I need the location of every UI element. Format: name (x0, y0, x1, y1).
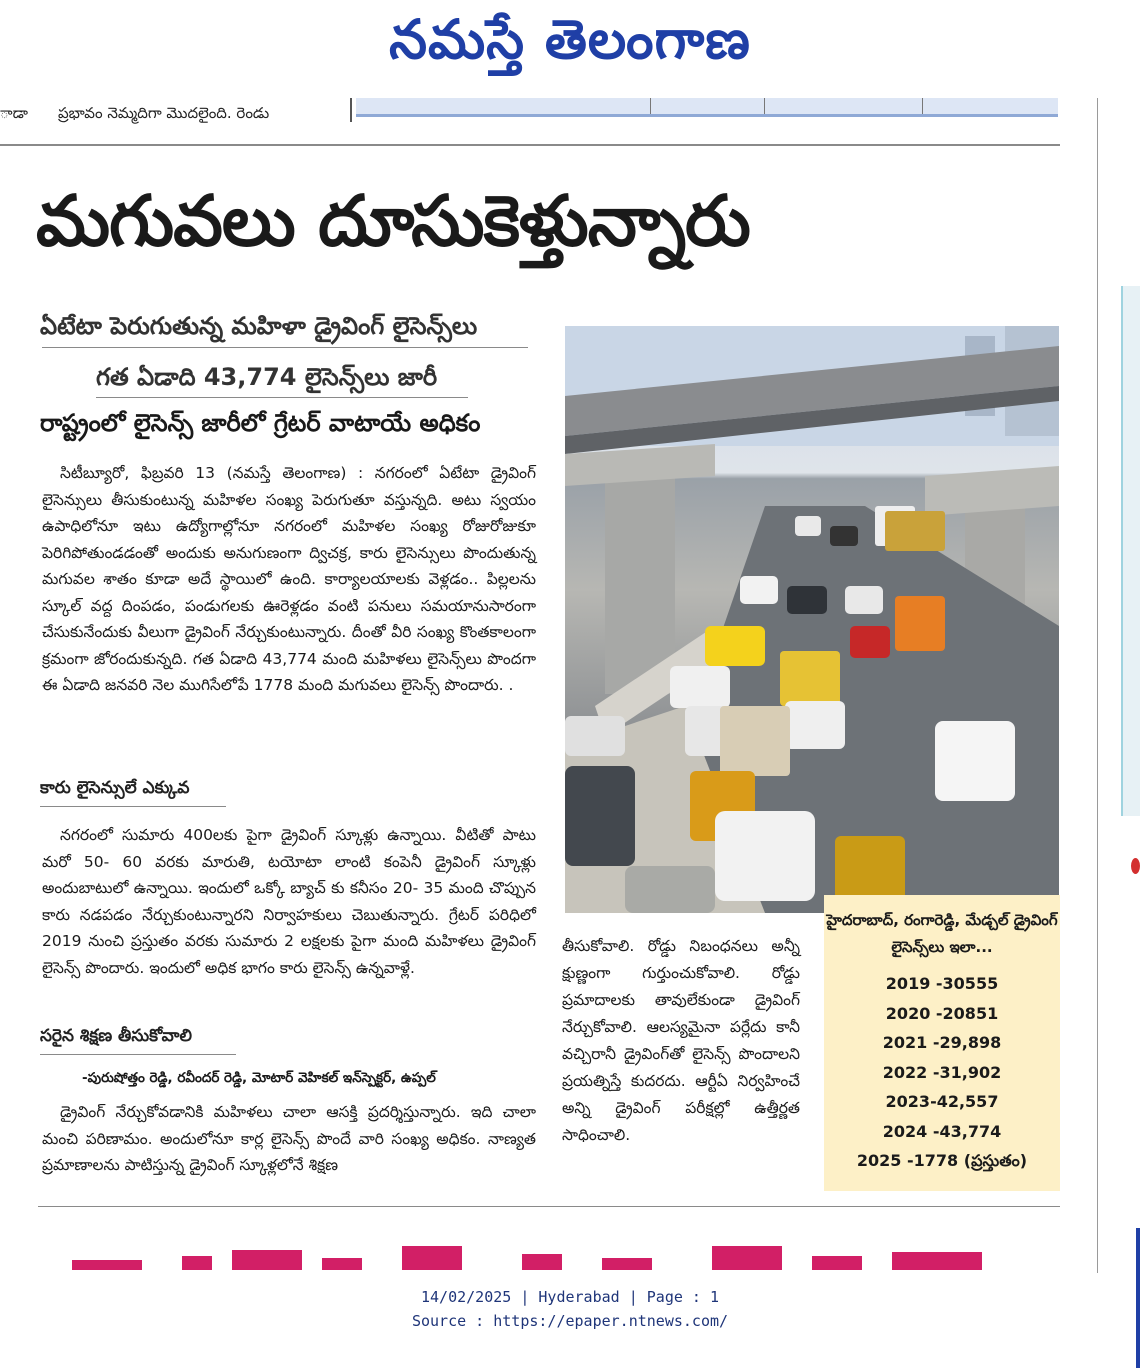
top-divider (0, 144, 1060, 146)
top-fragment: ాడా (0, 104, 28, 122)
adjacent-column-strip (1097, 98, 1140, 1273)
body-paragraph-1: సిటీబ్యూరో, ఫిబ్రవరి 13 (నమస్తే తెలంగాణ) : నగరంలో ఏటేటా డ్రైవింగ్ లైసెన్సులు తీసుకుంటున్న మహిళల సంఖ్య పెరుగుతూ వస్తున్నది. అటు స్వయం ఉపాధిలోనూ ఇటు ఉద్యోగాల్లోనూ నగరంలో మహిళల సంఖ్య రోజురోజుకూ పెరిగిపోతుండడంతో అందుకు అనుగుణంగా ద్విచక్ర, కారు లైసెన్సులు పొందుతున్న మగువల శాతం కూడా అదే స్థాయిలో ఉంది. కార్యాలయాలకు వెళ్లడం.. పిల్లలను స్కూల్ వద్ద దింపడం, పండుగలకు ఊరెళ్లడం వంటి పనులు సమయానుసారంగా చేసుకునేందుకు వీలుగా డ్రైవింగ్ నేర్చుకుంటున్నారు. దీంతో వీరి సంఖ్య కొంతకాలంగా క్రమంగా జోరందుకున్నది. గత ఏడాది 43,774 మంది మహిళలు లైసెన్స్‌లు పొందగా ఈ ఏడాది జనవరి నెల ముగిసేలోపే 1778 మంది మగువలు లైసెన్స్ పొందారు. . (42, 464, 536, 694)
subhead-rule-2 (40, 1054, 236, 1055)
deck-1: ఏటేటా పెరుగుతున్న మహిళా డ్రైవింగ్ లైసెన్స్‌లు (40, 312, 478, 340)
body-paragraph-4: తీసుకోవాలి. రోడ్డు నిబంధనలు అన్నీ క్షుణ్ణంగా గుర్తుంచుకోవాలి. రోడ్డు ప్రమాదాలకు తావులేకుండా డ్రైవింగ్ నేర్చుకోవాలి. ఆలస్యమైనా పర్లేదు కానీ వచ్చిరానీ డ్రైవింగ్‌తో లైసెన్స్ పొందాలని ప్రయత్నిస్తే కుదరదు. ఆర్టీఏ నిర్వహించే అన్ని డ్రైవింగ్ పరీక్షల్లో ఉత్తీర్ణత సాధించాలి. (562, 937, 800, 1144)
license-stats-box (824, 895, 1060, 1191)
masthead-title: నమస్తే తెలంగాణ (389, 8, 751, 71)
subhead-car-licenses: కారు లైసెన్సులే ఎక్కువ (40, 778, 190, 798)
quote-attribution: -పురుషోత్తం రెడ్డి, రవీందర్ రెడ్డి, మోటార్ వెహికల్ ఇన్‌స్పెక్టర్, ఉప్పల్ (82, 1070, 436, 1086)
box-title: హైదరాబాద్, రంగారెడ్డి, మేడ్చల్ డ్రైవింగ్ లైసెన్స్‌లు ఇలా... (826, 911, 1058, 956)
body-paragraph-2: నగరంలో సుమారు 400లకు పైగా డ్రైవింగ్ స్కూళ్లు ఉన్నాయి. వీటితో పాటు మరో 50- 60 వరకు మారుతి, టయోటా లాంటి కంపెనీ డ్రైవింగ్ స్కూళ్లు అందుబాటులో ఉన్నాయి. ఇందులో ఒక్కో బ్యాచ్ కు కనీసం 20- 35 మంది చొప్పున కారు నడపడం నేర్చుకుంటున్నారని నిర్వాహకులు చెబుతున్నారు. గ్రేటర్ పరిధిలో 2019 నుంచి ప్రస్తుతం వరకు సుమారు 2 లక్షలకు పైగా మంది మహిళలు డ్రైవింగ్ లైసెన్స్ పొందారు. ఇందులో అధిక భాగం కారు లైసెన్స్ ఉన్నవాళ్లే. (42, 826, 536, 977)
traffic-illustration (565, 326, 1059, 913)
top-table-stub (356, 98, 1058, 117)
stat-row: 2020 -20851 (885, 1003, 999, 1023)
next-story-banner (72, 1246, 992, 1270)
stat-row: 2022 -31,902 (882, 1062, 1002, 1082)
bottom-divider (38, 1206, 1060, 1207)
traffic-photo (565, 326, 1059, 913)
deck-rule-2 (96, 397, 468, 398)
footer-source-line[interactable]: Source : https://epaper.ntnews.com/ (411, 1312, 729, 1330)
headline: మగువలు దూసుకెళ్తున్నారు (36, 180, 750, 262)
deck-2: గత ఏడాది 43,774 లైసెన్స్‌లు జారీ (96, 363, 438, 391)
deck-rule-1 (42, 347, 528, 348)
column-rule (350, 98, 352, 122)
subhead-rule-1 (40, 806, 226, 807)
body-paragraph-3: డ్రైవింగ్ నేర్చుకోవడానికి మహిళలు చాలా ఆసక్తి ప్రదర్శిస్తున్నారు. ఇది చాలా మంచి పరిణామం. అందులోనూ కార్ల లైసెన్స్ పొందే వారి సంఖ్య అధికం. నాణ్యత ప్రమాణాలను పాటిస్తున్న డ్రైవింగ్ స్కూళ్లలోనే శిక్షణ (42, 1103, 536, 1174)
page-footer (0, 1285, 1140, 1333)
stat-row: 2019 -30555 (885, 974, 999, 993)
subhead-training: సరైన శిక్షణ తీసుకోవాలి (40, 1026, 192, 1046)
deck-3: రాష్ట్రంలో లైసెన్స్ జారీలో గ్రేటర్ వాటాయే అధికం (40, 409, 481, 437)
stat-row: 2024 -43,774 (882, 1121, 1002, 1141)
masthead (0, 0, 1140, 90)
stat-row: 2025 -1778 (ప్రస్తుతం) (856, 1151, 1028, 1170)
footer-date-line: 14/02/2025 | Hyderabad | Page : 1 (420, 1288, 719, 1306)
top-text: ప్రభావం నెమ్మదిగా మొదలైంది. రెండు (58, 104, 270, 122)
stat-row: 2021 -29,898 (882, 1033, 1002, 1052)
top-strip (0, 98, 1060, 128)
stat-row: 2023-42,557 (885, 1092, 999, 1111)
